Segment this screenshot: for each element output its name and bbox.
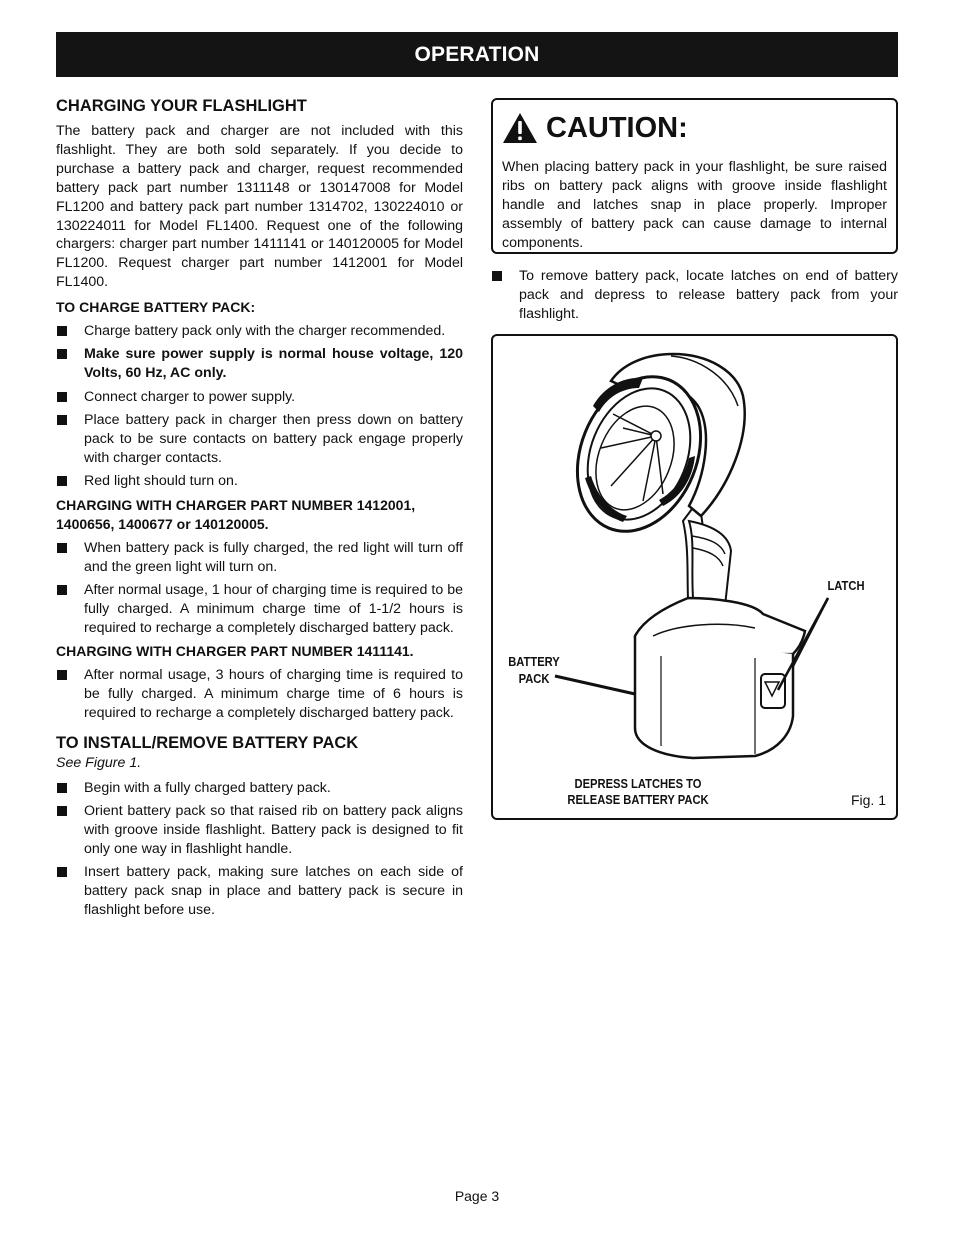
latch-label: LATCH [827, 578, 865, 593]
bullet-square-icon [492, 271, 502, 281]
charger-a-heading: CHARGING WITH CHARGER PART NUMBER 1412001, 1400656, 1400677 or 140120005. [56, 496, 416, 532]
list-item: Red light should turn on. [56, 472, 463, 491]
install-list [56, 779, 463, 920]
list-item: Make sure power supply is normal house voltage, 120 Volts, 60 Hz, AC only. [56, 345, 463, 383]
bullet-square-icon [57, 585, 67, 595]
left-column [56, 96, 463, 925]
list-item: Connect charger to power supply. [56, 388, 463, 407]
caution-title: CAUTION: [546, 111, 688, 144]
caution-text: When placing battery pack in your flashlight, be sure raised ribs on battery pack aligns with groove inside flashlight handle and latches snap in place properly. Improper assembly of battery pack can cause damage to internal components. [502, 159, 887, 251]
to-charge-list [56, 322, 463, 491]
battery-label-line2: PACK [518, 671, 550, 686]
bullet-square-icon [57, 392, 67, 402]
depress-label-line1: DEPRESS LATCHES TO [574, 776, 702, 791]
flashlight-illustration [493, 336, 895, 817]
page-number: Page 3 [454, 1188, 500, 1204]
depress-label-line2: RELEASE BATTERY PACK [567, 792, 709, 807]
figure-reference: See Figure 1. [56, 754, 142, 771]
bullet-square-icon [57, 326, 67, 336]
charger-a-list [56, 539, 463, 638]
warning-triangle-icon [502, 112, 538, 144]
bullet-square-icon [57, 867, 67, 877]
charger-b-heading: CHARGING WITH CHARGER PART NUMBER 1411141. [56, 643, 414, 660]
install-heading: TO INSTALL/REMOVE BATTERY PACK [56, 733, 359, 752]
section-title: OPERATION [414, 42, 540, 66]
bullet-square-icon [57, 476, 67, 486]
list-item: When battery pack is fully charged, the red light will turn off and the green light will turn on. [56, 539, 463, 577]
figure-1 [491, 334, 898, 820]
bullet-square-icon [57, 543, 67, 553]
list-item: Insert battery pack, making sure latches on each side of battery pack snap in place and battery pack is secure in flashlight before use. [56, 863, 463, 920]
bullet-square-icon [57, 349, 67, 359]
remove-list [491, 267, 898, 324]
caution-title-row [502, 108, 887, 148]
section-header [56, 32, 898, 77]
list-item: Place battery pack in charger then press down on battery pack to be sure contacts on battery pack engage properly with charger contacts. [56, 411, 463, 468]
list-item: To remove battery pack, locate latches on end of battery pack and depress to release battery pack from your flashlight. [491, 267, 898, 324]
list-item: Orient battery pack so that raised rib on battery pack aligns with groove inside flashlight. Battery pack is designed to fit only one way in flashlight handle. [56, 802, 463, 859]
list-item: After normal usage, 1 hour of charging time is required to be fully charged. A minimum charge time of 1-1/2 hours is required to recharge a completely discharged battery pack. [56, 581, 463, 638]
battery-label-line1: BATTERY [508, 654, 560, 669]
bullet-square-icon [57, 783, 67, 793]
charging-heading: CHARGING YOUR FLASHLIGHT [56, 97, 307, 115]
bullet-square-icon [57, 806, 67, 816]
bullet-square-icon [57, 670, 67, 680]
charger-b-list [56, 666, 463, 723]
figure-caption: Fig. 1 [850, 792, 886, 808]
list-item: Begin with a fully charged battery pack. [56, 779, 463, 798]
to-charge-heading: TO CHARGE BATTERY PACK: [56, 299, 256, 316]
bullet-square-icon [57, 415, 67, 425]
list-item: After normal usage, 3 hours of charging time is required to be fully charged. A minimum charge time of 6 hours is required to recharge a completely discharged battery pack. [56, 666, 463, 723]
list-item: Charge battery pack only with the charger recommended. [56, 322, 463, 341]
right-column [491, 98, 898, 808]
caution-box [491, 98, 898, 254]
charging-intro: The battery pack and charger are not included with this flashlight. They are both sold separately. If you decide to purchase a battery pack and charger, request recommended battery pack part number 1311148 or 130147008 for Model FL1200 and battery pack part number 1314702, 130224010 or 130224011 for Model FL1400. Request one of the following chargers: charger part number 1411141 or 140120005 for Model FL1200. Request charger part number 1412001 for Model FL1400. [56, 123, 463, 291]
